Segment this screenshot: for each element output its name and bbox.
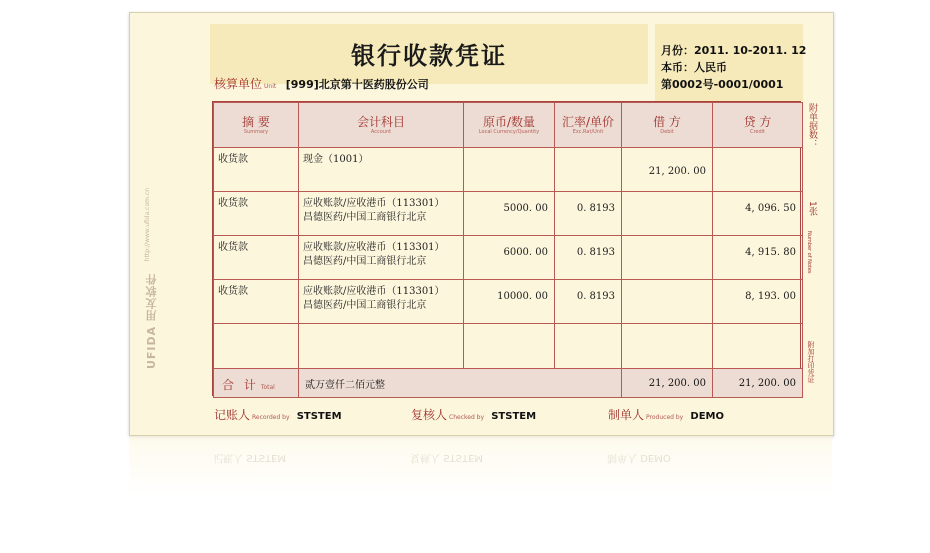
currency-line xyxy=(661,59,803,76)
currency-label: 本币： xyxy=(661,61,694,74)
accounting-unit-row xyxy=(214,75,429,92)
unit-value: [999]北京第十医药股份公司 xyxy=(285,78,429,91)
quantity-cell: 5000. 00 xyxy=(503,203,548,214)
header-summary: 摘 要 Summary xyxy=(214,103,299,148)
recorded-by: 记账人 Recorded by STSTEM xyxy=(214,408,342,422)
website-text: http://www.ufida.com.cn xyxy=(144,188,151,262)
attachment-label: 附单据数： xyxy=(807,103,817,148)
header-quantity: 原币/数量 Local Currency/Quantity xyxy=(464,103,555,148)
quantity-cell: 10000. 00 xyxy=(497,291,548,302)
voucher-reflection xyxy=(129,436,832,496)
account-cell: 应收账款/应收港币（113301） 昌德医药/中国工商银行北京 xyxy=(303,198,445,223)
unit-label-en: Unit xyxy=(264,83,277,90)
header-credit: 贷 方 Credit xyxy=(713,103,803,148)
blank-row xyxy=(214,324,803,369)
brand-logo-text: UFIDA 用友软件 xyxy=(145,273,158,370)
bank-receipt-voucher xyxy=(129,12,834,436)
total-debit: 21, 200. 00 xyxy=(648,377,706,389)
period-label: 月份： xyxy=(661,44,694,57)
reflection-checked-by: 复核人 STSTEM xyxy=(410,452,484,463)
account-cell: 现金（1001） xyxy=(303,154,369,165)
credit-cell: 4, 915. 80 xyxy=(745,247,796,258)
table-header-row xyxy=(214,103,803,148)
total-amount-words: 贰万壹仟二佰元整 xyxy=(305,379,385,391)
reflection-produced-by: 制单人 DEMO xyxy=(607,452,671,463)
total-credit: 21, 200. 00 xyxy=(738,377,796,389)
unit-label: 核算单位 xyxy=(214,77,263,91)
rate-cell: 0. 8193 xyxy=(576,291,615,302)
account-cell: 应收账款/应收港币（113301） 昌德医药/中国工商银行北京 xyxy=(303,286,445,311)
summary-cell: 收货款 xyxy=(218,198,248,209)
header-account: 会计科目 Account xyxy=(299,103,464,148)
summary-cell: 收货款 xyxy=(218,286,248,297)
quantity-cell xyxy=(464,148,554,166)
rate-cell: 0. 8193 xyxy=(576,247,615,258)
voucher-info xyxy=(655,24,807,101)
table-row xyxy=(214,148,803,192)
checked-by: 复核人 Checked by STSTEM xyxy=(411,408,537,422)
produced-by: 制单人 Produced by DEMO xyxy=(608,408,724,422)
voucher-title: 银行收款凭证 xyxy=(351,41,507,70)
table-row xyxy=(214,236,803,280)
debit-cell: 21, 200. 00 xyxy=(648,166,706,177)
credit-cell: 4, 096. 50 xyxy=(745,203,796,214)
header-rate: 汇率/单价 Exc.Rat/Unit xyxy=(555,103,622,148)
rate-cell: 0. 8193 xyxy=(576,203,615,214)
total-row xyxy=(214,369,803,398)
account-cell: 应收账款/应收港币（113301） 昌德医药/中国工商银行北京 xyxy=(303,242,445,267)
header-debit: 借 方 Debit xyxy=(622,103,713,148)
debit-cell xyxy=(622,280,712,291)
summary-cell: 收货款 xyxy=(218,154,248,165)
table-row xyxy=(214,280,803,324)
voucher-table xyxy=(212,101,801,396)
attachment-count: 1张 xyxy=(807,201,817,216)
debit-cell xyxy=(622,236,712,247)
quantity-cell: 6000. 00 xyxy=(503,247,548,258)
summary-cell: 收货款 xyxy=(218,242,248,253)
debit-cell xyxy=(622,192,712,203)
extra-print-label: 附加打印凭证 xyxy=(807,341,815,383)
right-margin-print xyxy=(806,101,820,396)
currency-value: 人民币 xyxy=(694,61,727,74)
period-line xyxy=(661,42,807,59)
left-margin-print xyxy=(144,68,158,370)
credit-cell xyxy=(713,148,802,166)
table-row xyxy=(214,192,803,236)
credit-cell: 8, 193. 00 xyxy=(745,291,796,302)
voucher-number: 第0002号-0001/0001 xyxy=(661,78,784,91)
reflection-recorded-by: 记账人 STSTEM xyxy=(213,452,287,463)
attachment-count-en: Number of Notes xyxy=(806,231,812,274)
total-label: 合 计 Total xyxy=(222,377,275,392)
period-value: 2011. 10-2011. 12 xyxy=(694,44,807,57)
rate-cell xyxy=(555,148,621,166)
